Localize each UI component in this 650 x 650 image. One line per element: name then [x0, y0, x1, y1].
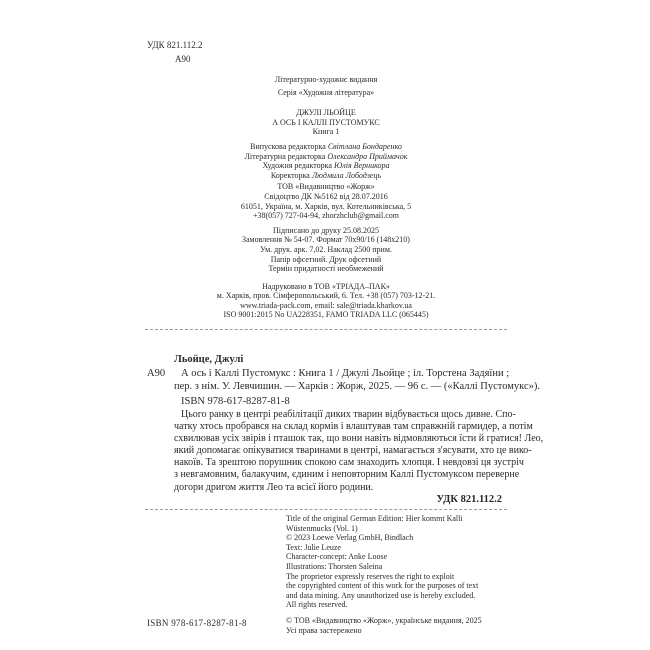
udk-top: УДК 821.112.2 [147, 40, 203, 50]
credit-line: Випускова редакторка Світлана Бондаренко [250, 141, 402, 151]
publisher-line: 61051, Україна, м. Харків, вул. Котельниківська, 5 [240, 201, 412, 211]
annotation-line: схвилював усіх звірів і пташок так, що вони навіть відмовляються їсти й гратися! Лео, [174, 433, 544, 445]
original-line: Title of the original German Edition: Hier kommt Kalli [286, 514, 463, 523]
catalog-code: А90 [147, 368, 166, 379]
annotation-line: Цього ранку в центрі реабілітації диких тварин відбувається щось дивне. Спо- [181, 409, 516, 420]
original-line: the copyrighted content of this work for the purposes of text [286, 581, 479, 591]
catalog-description-line-2: пер. з нім. У. Левчишин. — Харків : Жорж, 2025. — 96 с. — («Каллі Пустомукс»). [174, 381, 541, 392]
series-name: Серія «Художня література» [277, 87, 375, 97]
original-line: © 2023 Loewe Verlag GmbH, Bindlach [286, 533, 414, 543]
copyright-line: Усі права застережено [286, 625, 362, 635]
printer-line: Надруковано в ТОВ «ТРІАДА–ПАК» [262, 281, 390, 291]
code-top: А90 [175, 54, 191, 64]
catalog-isbn: ISBN 978-617-8287-81-8 [181, 396, 290, 407]
credit-line: Літературна редакторка Олександра Приймачок [244, 151, 408, 161]
series-type: Літературно-художнє видання [274, 75, 378, 84]
divider [145, 329, 507, 330]
title-caps: А ОСЬ І КАЛЛІ ПУСТОМУКС [272, 117, 380, 127]
annotation-line: який допомагає опікуватися тваринами в центрі, намагається з'ясувати, хто це вико- [174, 445, 532, 457]
author-caps: ДЖУЛІ ЛЬОЙЦЕ [296, 108, 356, 118]
print-line: Замовлення № 54-07. Формат 70х90/16 (148х210) [242, 235, 410, 245]
catalog-author: Льойце, Джулі [174, 354, 244, 365]
copyright-line: © ТОВ «Видавництво «Жорж», українське видання, 2025 [286, 616, 482, 625]
annotation-line: догори дригом життя Лео та всієї його родини. [174, 481, 374, 493]
original-line: and data mining. Any unauthorized use is hereby excluded. [286, 590, 476, 600]
publisher-line: +38(057) 727-04-94, zhorzhclub@gmail.com [252, 211, 400, 221]
annotation-line: чатку хтось пробрався на склад кормів і влаштував там справжній гармидер, а потім [174, 421, 533, 433]
publisher-line: ТОВ «Видавництво «Жорж» [277, 182, 375, 192]
printer-line: www.triada-pack.com, email: sale@triada.kharkov.ua [240, 300, 412, 310]
catalog-udk: УДК 821.112.2 [436, 494, 502, 505]
annotation-line: з невгамовним, балакучим, єдиним і неповторним Каллі Пустомуксом переверне [174, 469, 520, 481]
divider [145, 509, 507, 510]
annotation-line: накоїв. Та зрештою порушник спокою сам знаходить хлопця. І невдовзі ця зустріч [174, 457, 524, 469]
catalog-description-line-1: А ось і Каллі Пустомукс : Книга 1 / Джулі Льойце ; іл. Торстена Задяїни ; [181, 368, 510, 379]
print-line: Папір офсетний. Друк офсетний [270, 254, 382, 264]
original-line: Wüstenmucks (Vol. 1) [286, 523, 358, 533]
original-line: All rights reserved. [286, 600, 348, 610]
print-line: Ум. друк. арк. 7,02. Наклад 2500 прим. [260, 244, 392, 254]
publisher-info [145, 182, 507, 220]
print-line: Термін придатності необмежений [268, 264, 384, 274]
print-info [145, 226, 507, 274]
imprint-block [145, 75, 507, 320]
copyright-ua [286, 616, 482, 635]
isbn-bottom: ISBN 978-617-8287-81-8 [147, 618, 247, 628]
print-line: Підписано до друку 25.08.2025 [273, 225, 379, 235]
book-number: Книга 1 [312, 127, 340, 137]
publisher-line: Свідоцтво ДК №5162 від 28.07.2016 [264, 191, 388, 201]
original-edition-info [286, 514, 511, 610]
original-line: Text: Julie Leuze [286, 542, 341, 552]
annotation [174, 409, 544, 494]
original-line: Illustrations: Thorsten Saleina [286, 561, 383, 571]
printer-info [145, 282, 507, 320]
printer-line: ISO 9001:2015 No UA228351, FAMO TRIADA LLC (065445) [223, 310, 429, 320]
credit-line: Художня редакторка Юлія Верникора [262, 161, 390, 171]
credits-list [145, 142, 507, 180]
printer-line: м. Харків, пров. Сімферопольський, 6. Тел. +38 (057) 703-12-21. [216, 291, 436, 301]
credit-line: Коректорка Людмила Лободзець [270, 170, 382, 180]
original-line: The proprietor expressly reserves the right to exploit [286, 571, 455, 581]
original-line: Character-concept: Anke Loose [286, 552, 388, 562]
